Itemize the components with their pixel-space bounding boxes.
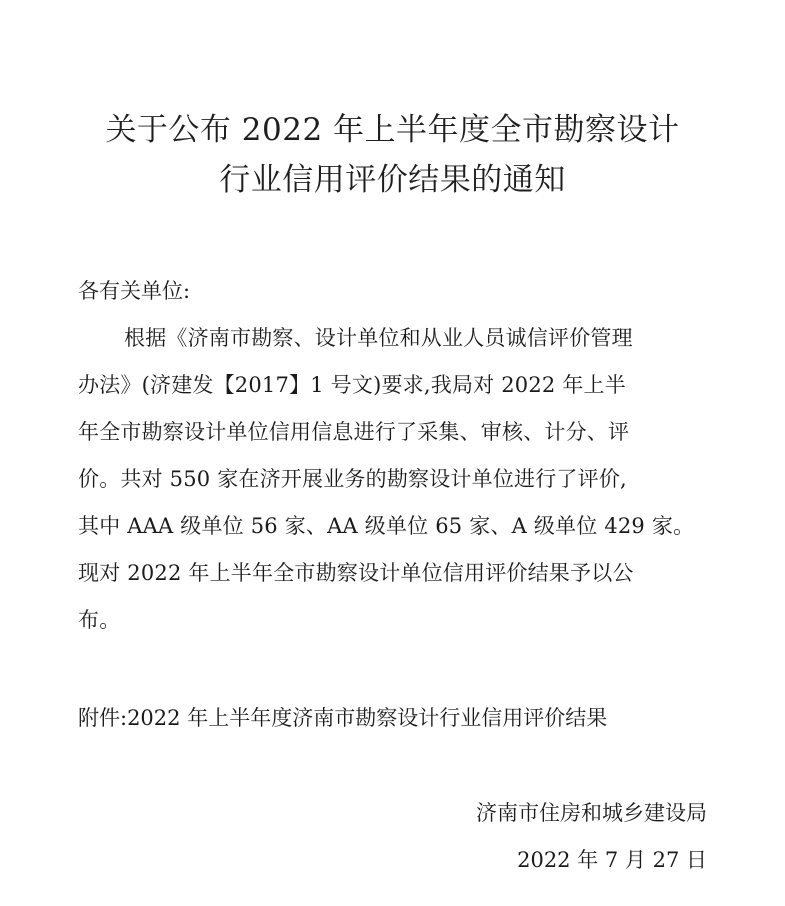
attachment-line: 附件:2022 年上半年度济南市勘察设计行业信用评价结果: [78, 706, 608, 730]
body-line: 其中 AAA 级单位 56 家、AA 级单位 65 家、A 级单位 429 家。: [78, 514, 695, 538]
issuing-authority: 济南市住房和城乡建设局: [476, 801, 707, 825]
body-line: 根据《济南市勘察、设计单位和从业人员诚信评价管理: [124, 326, 633, 350]
body-line: 价。共对 550 家在济开展业务的勘察设计单位进行了评价,: [78, 467, 627, 491]
title-line-1: 关于公布 2022 年上半年度全市勘察设计: [105, 112, 680, 148]
body-line: 布。: [78, 608, 121, 632]
salutation: 各有关单位:: [78, 279, 191, 303]
issue-date: 2022 年 7 月 27 日: [517, 848, 707, 872]
body-line: 现对 2022 年上半年全市勘察设计单位信用评价结果予以公: [78, 561, 634, 585]
body-line: 办法》(济建发【2017】1 号文)要求,我局对 2022 年上半: [78, 373, 626, 397]
body-line: 年全市勘察设计单位信用信息进行了采集、审核、计分、评: [78, 420, 630, 444]
title-line-2: 行业信用评价结果的通知: [219, 162, 566, 198]
